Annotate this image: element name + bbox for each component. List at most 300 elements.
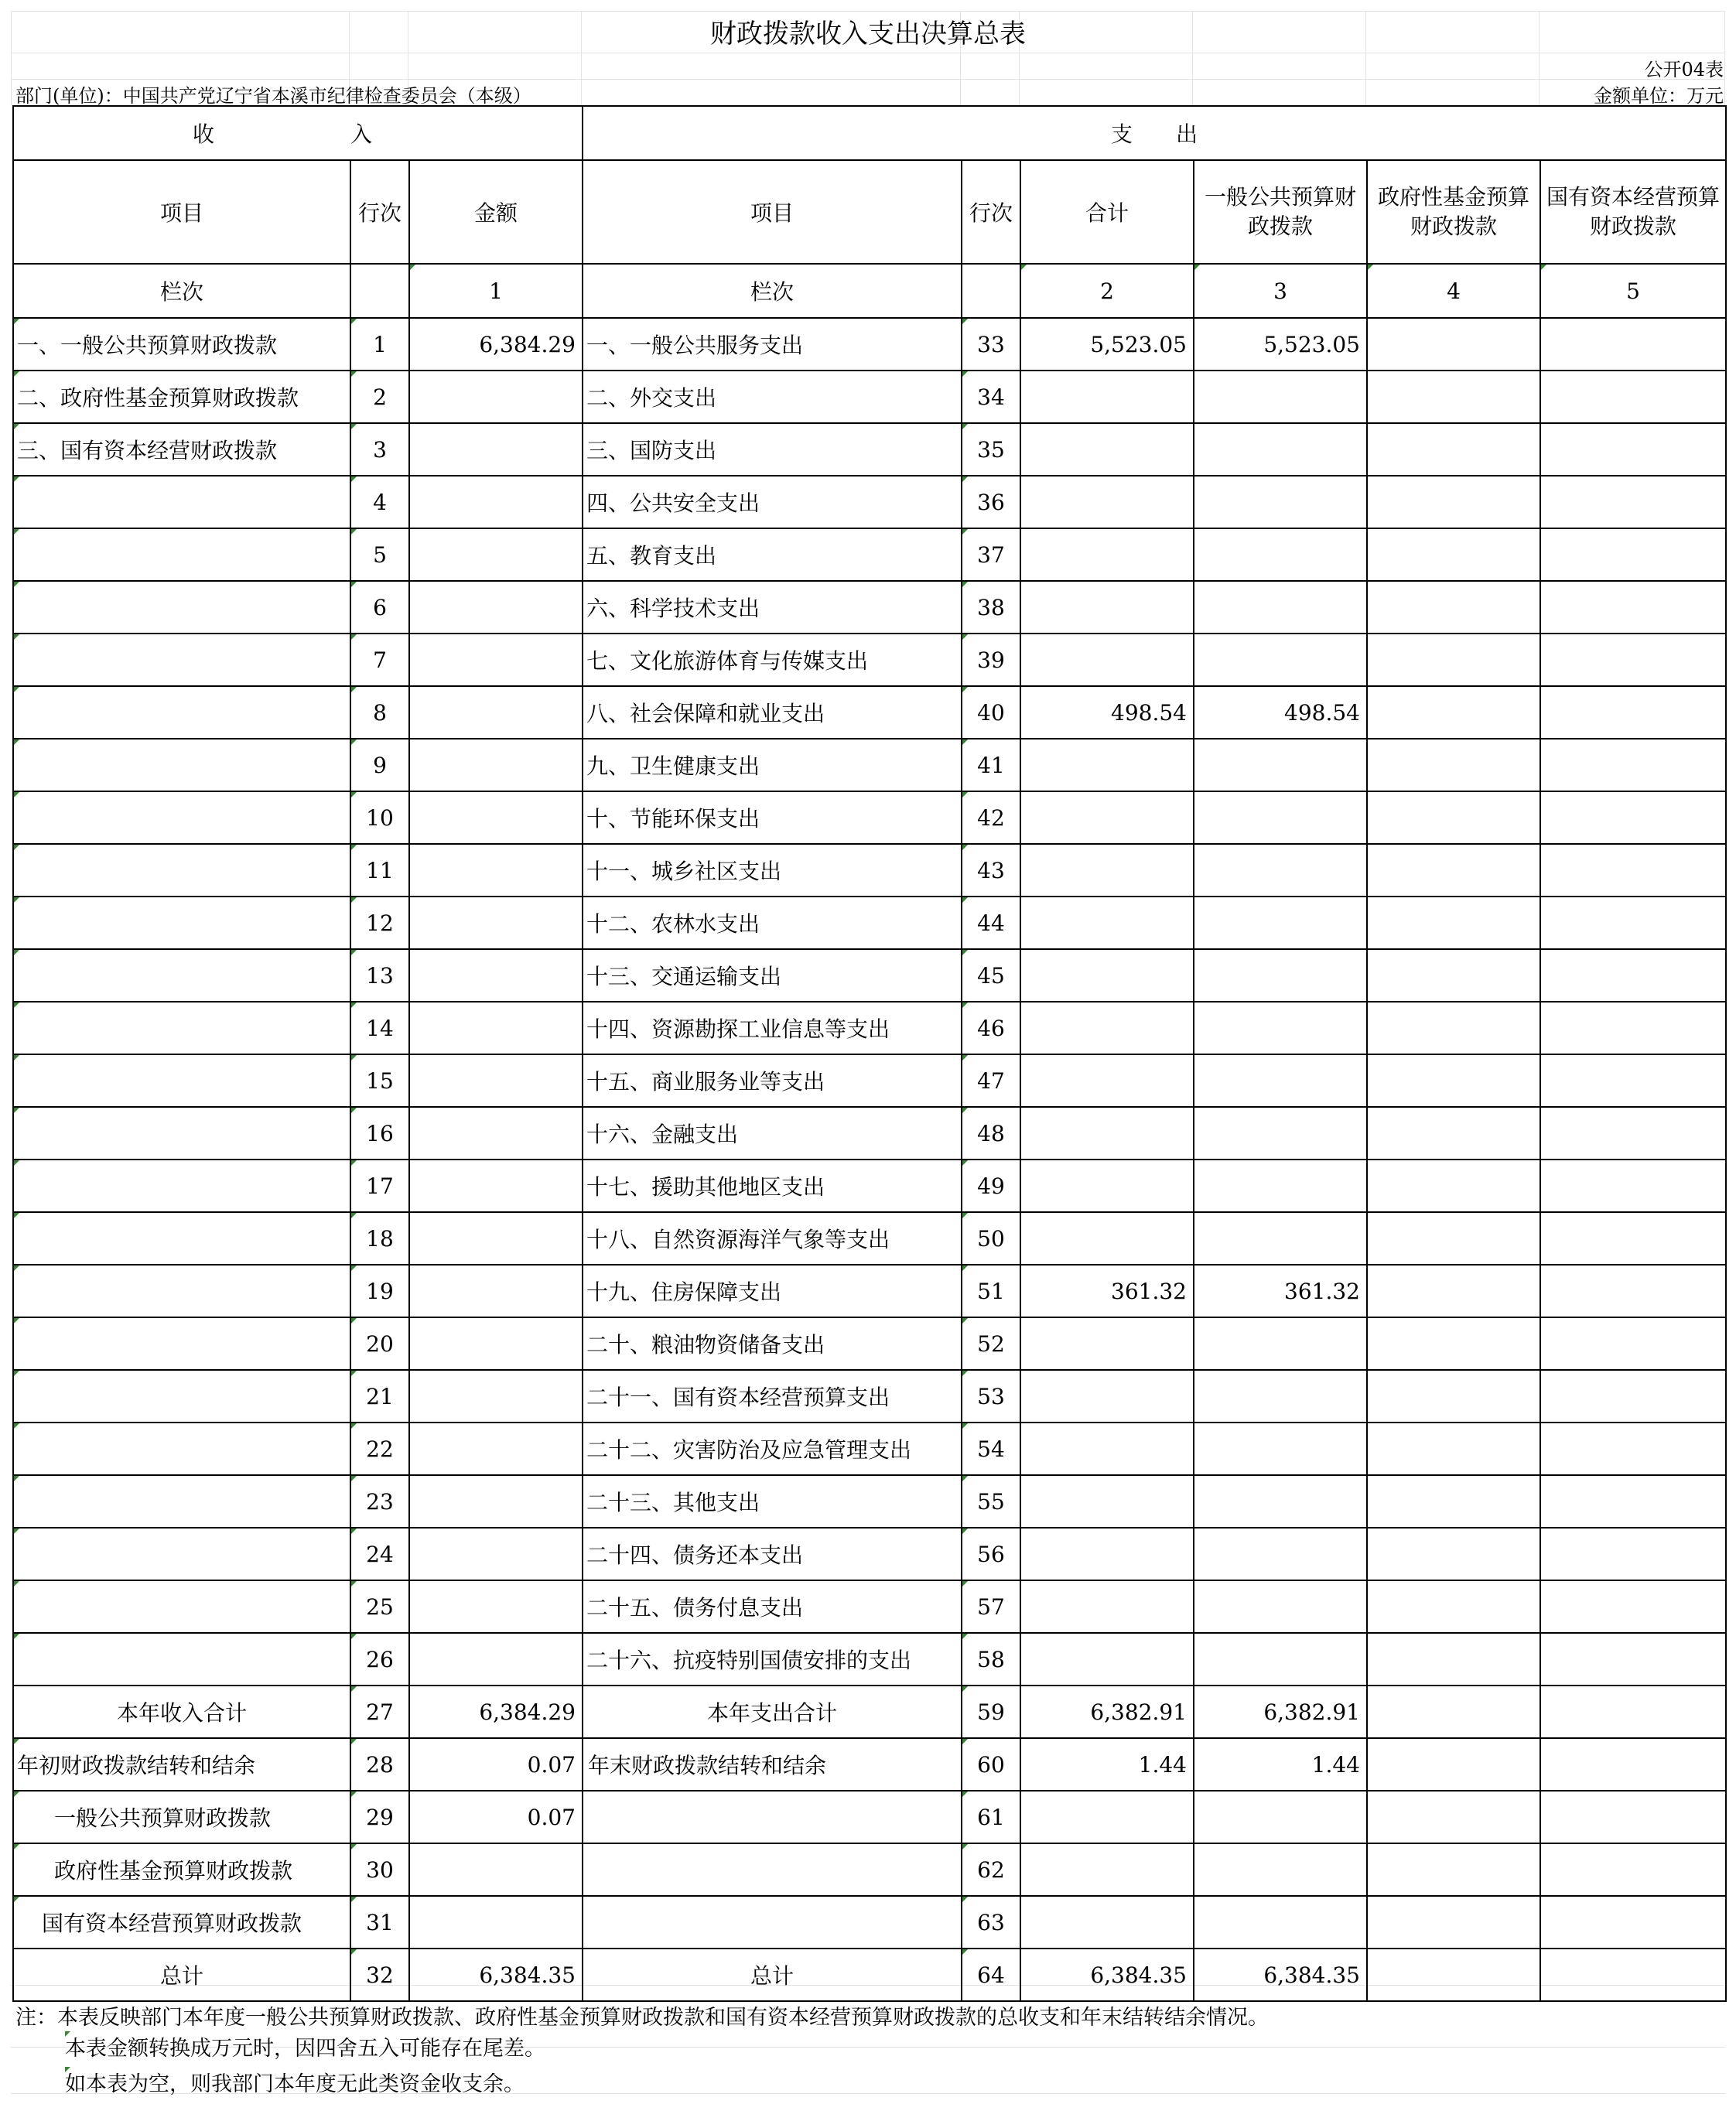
summary-label: 总计	[13, 1949, 350, 2001]
amount-cell	[1367, 1054, 1540, 1107]
amount-cell	[1367, 1107, 1540, 1160]
row-number: 21	[350, 1370, 409, 1423]
amount-cell	[1194, 1002, 1367, 1054]
row-number: 8	[350, 686, 409, 739]
amount-cell	[1540, 1580, 1726, 1633]
amount-cell	[1540, 1107, 1726, 1160]
item-cell: 十、节能环保支出	[583, 791, 962, 844]
amount-cell	[1020, 1528, 1194, 1580]
item-cell	[13, 1528, 350, 1580]
amount-cell	[1540, 1212, 1726, 1265]
row-number: 25	[350, 1580, 409, 1633]
amount-cell	[1540, 1475, 1726, 1528]
amount-cell	[1194, 1528, 1367, 1580]
item-cell	[13, 528, 350, 581]
income-header: 收 入	[13, 106, 583, 160]
item-cell: 二十二、灾害防治及应急管理支出	[583, 1423, 962, 1475]
amount-cell	[1194, 1896, 1367, 1949]
table-row	[13, 423, 1726, 476]
amount-cell	[409, 1633, 583, 1686]
item-cell: 二十一、国有资本经营预算支出	[583, 1370, 962, 1423]
row-number: 3	[350, 423, 409, 476]
summary-row-grand-total	[13, 1949, 1726, 2001]
table-row	[13, 371, 1726, 423]
amount-cell	[1540, 1896, 1726, 1949]
amount-cell: 6,384.35	[409, 1949, 583, 2001]
col-index-cell: 5	[1540, 264, 1726, 318]
amount-cell	[1367, 1160, 1540, 1212]
row-number: 26	[350, 1633, 409, 1686]
item-cell	[13, 686, 350, 739]
row-number: 30	[350, 1843, 409, 1896]
amount-cell	[1540, 1054, 1726, 1107]
amount-cell	[1020, 371, 1194, 423]
item-cell	[13, 476, 350, 528]
col-header-general: 一般公共预算财政拨款	[1194, 160, 1367, 264]
amount-cell: 1.44	[1194, 1738, 1367, 1791]
amount-cell	[409, 1054, 583, 1107]
table-row	[13, 476, 1726, 528]
amount-cell	[409, 1107, 583, 1160]
amount-cell	[409, 634, 583, 686]
row-number: 1	[350, 318, 409, 371]
amount-cell	[1194, 1212, 1367, 1265]
row-number: 63	[962, 1896, 1020, 1949]
row-number: 22	[350, 1423, 409, 1475]
amount-cell	[409, 897, 583, 949]
amount-cell	[1367, 1686, 1540, 1738]
summary-row-totals	[13, 1686, 1726, 1738]
item-cell: 二十六、抗疫特别国债安排的支出	[583, 1633, 962, 1686]
row-number: 19	[350, 1265, 409, 1317]
amount-cell	[1194, 1423, 1367, 1475]
summary-row-state	[13, 1896, 1726, 1949]
row-number: 7	[350, 634, 409, 686]
summary-label: 国有资本经营预算财政拨款	[13, 1896, 350, 1949]
amount-cell	[1540, 318, 1726, 371]
table-row	[13, 686, 1726, 739]
col-index-cell: 1	[409, 264, 583, 318]
item-cell: 十五、商业服务业等支出	[583, 1054, 962, 1107]
amount-cell	[1367, 476, 1540, 528]
table-row	[13, 1054, 1726, 1107]
item-cell: 二十三、其他支出	[583, 1475, 962, 1528]
amount-cell	[1367, 1002, 1540, 1054]
amount-cell	[1020, 1160, 1194, 1212]
table-row	[13, 1423, 1726, 1475]
row-number: 20	[350, 1317, 409, 1370]
note-line-2: 本表金额转换成万元时，因四舍五入可能存在尾差。	[65, 2031, 545, 2061]
row-number: 60	[962, 1738, 1020, 1791]
col-index-cell: 2	[1020, 264, 1194, 318]
item-cell	[13, 1580, 350, 1633]
row-number: 49	[962, 1160, 1020, 1212]
amount-cell: 498.54	[1194, 686, 1367, 739]
amount-cell	[1194, 1317, 1367, 1370]
amount-cell: 1.44	[1020, 1738, 1194, 1791]
amount-cell	[1194, 476, 1367, 528]
item-cell: 七、文化旅游体育与传媒支出	[583, 634, 962, 686]
col-index-cell	[350, 264, 409, 318]
amount-cell	[1367, 1370, 1540, 1423]
amount-cell	[1194, 1580, 1367, 1633]
amount-cell	[1020, 897, 1194, 949]
amount-cell	[1367, 1528, 1540, 1580]
amount-cell	[1540, 1317, 1726, 1370]
col-header-item: 项目	[583, 160, 962, 264]
amount-cell	[1540, 791, 1726, 844]
table-row	[13, 1317, 1726, 1370]
col-header-total: 合计	[1020, 160, 1194, 264]
amount-cell	[1367, 897, 1540, 949]
row-number: 15	[350, 1054, 409, 1107]
item-cell: 二十四、债务还本支出	[583, 1528, 962, 1580]
amount-cell	[409, 1843, 583, 1896]
row-number: 47	[962, 1054, 1020, 1107]
amount-cell	[1194, 1107, 1367, 1160]
col-header-item: 项目	[13, 160, 350, 264]
col-index-cell: 3	[1194, 264, 1367, 318]
amount-cell	[1194, 739, 1367, 791]
row-number: 14	[350, 1002, 409, 1054]
row-number: 62	[962, 1843, 1020, 1896]
item-cell	[13, 1423, 350, 1475]
amount-cell	[409, 949, 583, 1002]
amount-cell	[1194, 1160, 1367, 1212]
amount-cell	[1367, 1896, 1540, 1949]
item-cell	[13, 1054, 350, 1107]
amount-cell	[409, 581, 583, 634]
amount-cell	[1020, 1423, 1194, 1475]
item-cell: 五、教育支出	[583, 528, 962, 581]
amount-cell	[1020, 1002, 1194, 1054]
row-number: 11	[350, 844, 409, 897]
item-cell	[583, 1843, 962, 1896]
item-cell: 二十、粮油物资储备支出	[583, 1317, 962, 1370]
col-header-state: 国有资本经营预算财政拨款	[1540, 160, 1726, 264]
item-cell: 八、社会保障和就业支出	[583, 686, 962, 739]
amount-cell	[409, 1002, 583, 1054]
item-cell	[13, 1265, 350, 1317]
form-code: 公开04表	[1644, 59, 1724, 80]
amount-cell	[1540, 1843, 1726, 1896]
summary-label: 本年支出合计	[583, 1686, 962, 1738]
amount-cell	[1367, 634, 1540, 686]
amount-cell	[1540, 1528, 1726, 1580]
table-row	[13, 1160, 1726, 1212]
row-number: 55	[962, 1475, 1020, 1528]
col-index-label: 栏次	[583, 264, 962, 318]
amount-cell	[1020, 423, 1194, 476]
item-cell	[13, 581, 350, 634]
amount-unit: 金额单位：万元	[1594, 85, 1724, 107]
row-number: 48	[962, 1107, 1020, 1160]
col-index-cell: 4	[1367, 264, 1540, 318]
amount-cell	[409, 1580, 583, 1633]
amount-cell	[1020, 1107, 1194, 1160]
item-cell: 十一、城乡社区支出	[583, 844, 962, 897]
amount-cell	[409, 1160, 583, 1212]
amount-cell	[1367, 1633, 1540, 1686]
item-cell	[13, 1212, 350, 1265]
summary-label: 总计	[583, 1949, 962, 2001]
amount-cell	[1540, 423, 1726, 476]
amount-cell	[1020, 1843, 1194, 1896]
amount-cell	[1194, 423, 1367, 476]
summary-label: 年初财政拨款结转和结余	[13, 1738, 350, 1791]
table-row	[13, 1212, 1726, 1265]
table-row	[13, 1633, 1726, 1686]
item-cell	[583, 1896, 962, 1949]
amount-cell	[409, 528, 583, 581]
amount-cell	[1540, 371, 1726, 423]
amount-cell	[1540, 1633, 1726, 1686]
amount-cell: 0.07	[409, 1738, 583, 1791]
item-cell	[13, 1107, 350, 1160]
amount-cell	[1020, 844, 1194, 897]
amount-cell	[1020, 476, 1194, 528]
row-number: 33	[962, 318, 1020, 371]
amount-cell	[1020, 1212, 1194, 1265]
amount-cell	[1367, 528, 1540, 581]
amount-cell	[1367, 1949, 1540, 2001]
amount-cell	[1020, 1896, 1194, 1949]
amount-cell: 5,523.05	[1194, 318, 1367, 371]
amount-cell	[1540, 739, 1726, 791]
col-index-label: 栏次	[13, 264, 350, 318]
amount-cell	[1540, 897, 1726, 949]
amount-cell	[1367, 1212, 1540, 1265]
row-number: 29	[350, 1791, 409, 1843]
col-header-row-no: 行次	[350, 160, 409, 264]
amount-cell: 6,384.29	[409, 318, 583, 371]
summary-row-carryover	[13, 1738, 1726, 1791]
col-index-cell	[962, 264, 1020, 318]
amount-cell	[1540, 844, 1726, 897]
row-number: 44	[962, 897, 1020, 949]
amount-cell: 6,384.29	[409, 1686, 583, 1738]
column-index-row	[13, 264, 1726, 318]
amount-cell	[1020, 528, 1194, 581]
amount-cell	[1540, 1423, 1726, 1475]
amount-cell	[1020, 634, 1194, 686]
row-number: 39	[962, 634, 1020, 686]
amount-cell	[1194, 897, 1367, 949]
amount-cell	[1367, 318, 1540, 371]
amount-cell	[1194, 634, 1367, 686]
row-number: 28	[350, 1738, 409, 1791]
row-number: 10	[350, 791, 409, 844]
item-cell	[13, 1160, 350, 1212]
amount-cell	[409, 1212, 583, 1265]
row-number: 52	[962, 1317, 1020, 1370]
amount-cell: 498.54	[1020, 686, 1194, 739]
amount-cell	[1367, 739, 1540, 791]
summary-label: 年末财政拨款结转和结余	[583, 1738, 962, 1791]
amount-cell	[1367, 371, 1540, 423]
amount-cell	[1367, 1265, 1540, 1317]
amount-cell: 6,382.91	[1020, 1686, 1194, 1738]
amount-cell	[409, 791, 583, 844]
table-row	[13, 1002, 1726, 1054]
table-row	[13, 897, 1726, 949]
page-title: 财政拨款收入支出决算总表	[710, 19, 1026, 50]
amount-cell	[1540, 1791, 1726, 1843]
amount-cell	[409, 1528, 583, 1580]
row-number: 58	[962, 1633, 1020, 1686]
row-number: 23	[350, 1475, 409, 1528]
table-row	[13, 634, 1726, 686]
amount-cell	[409, 1896, 583, 1949]
row-number: 37	[962, 528, 1020, 581]
gridline	[11, 79, 1725, 80]
row-number: 16	[350, 1107, 409, 1160]
item-cell: 十二、农林水支出	[583, 897, 962, 949]
row-number: 34	[962, 371, 1020, 423]
amount-cell	[1020, 1633, 1194, 1686]
amount-cell	[1540, 1160, 1726, 1212]
amount-cell	[1367, 581, 1540, 634]
amount-cell	[409, 1265, 583, 1317]
item-cell	[13, 739, 350, 791]
row-number: 6	[350, 581, 409, 634]
amount-cell: 6,384.35	[1194, 1949, 1367, 2001]
row-number: 40	[962, 686, 1020, 739]
item-cell	[13, 634, 350, 686]
amount-cell	[1540, 1686, 1726, 1738]
amount-cell	[1540, 686, 1726, 739]
row-number: 13	[350, 949, 409, 1002]
row-number: 31	[350, 1896, 409, 1949]
item-cell: 十八、自然资源海洋气象等支出	[583, 1212, 962, 1265]
row-number: 56	[962, 1528, 1020, 1580]
summary-row-fund	[13, 1843, 1726, 1896]
amount-cell	[1194, 1843, 1367, 1896]
amount-cell	[1020, 1791, 1194, 1843]
amount-cell	[1194, 371, 1367, 423]
row-number: 54	[962, 1423, 1020, 1475]
row-number: 41	[962, 739, 1020, 791]
row-number: 61	[962, 1791, 1020, 1843]
section-header-row	[13, 106, 1726, 160]
amount-cell	[1540, 528, 1726, 581]
row-number: 2	[350, 371, 409, 423]
amount-cell	[1020, 1475, 1194, 1528]
summary-label: 本年收入合计	[13, 1686, 350, 1738]
item-cell: 一、一般公共预算财政拨款	[13, 318, 350, 371]
amount-cell	[1020, 949, 1194, 1002]
amount-cell	[1367, 1843, 1540, 1896]
row-number: 32	[350, 1949, 409, 2001]
table-row	[13, 1580, 1726, 1633]
row-number: 35	[962, 423, 1020, 476]
table-row	[13, 844, 1726, 897]
amount-cell	[1194, 1054, 1367, 1107]
amount-cell	[1020, 581, 1194, 634]
note-line-3: 如本表为空，则我部门本年度无此类资金收支余。	[65, 2067, 525, 2097]
col-header-row-no: 行次	[962, 160, 1020, 264]
amount-cell: 5,523.05	[1020, 318, 1194, 371]
row-number: 9	[350, 739, 409, 791]
item-cell: 二十五、债务付息支出	[583, 1580, 962, 1633]
table-row	[13, 581, 1726, 634]
amount-cell	[1020, 791, 1194, 844]
amount-cell: 361.32	[1020, 1265, 1194, 1317]
amount-cell	[1367, 1475, 1540, 1528]
amount-cell	[409, 844, 583, 897]
amount-cell	[1540, 581, 1726, 634]
amount-cell	[1194, 581, 1367, 634]
col-header-fund: 政府性基金预算财政拨款	[1367, 160, 1540, 264]
amount-cell	[409, 476, 583, 528]
row-number: 36	[962, 476, 1020, 528]
table-row	[13, 1370, 1726, 1423]
summary-label: 政府性基金预算财政拨款	[13, 1843, 350, 1896]
item-cell	[13, 844, 350, 897]
amount-cell	[1194, 791, 1367, 844]
item-cell	[13, 897, 350, 949]
amount-cell	[1367, 423, 1540, 476]
item-cell: 一、一般公共服务支出	[583, 318, 962, 371]
row-number: 46	[962, 1002, 1020, 1054]
amount-cell	[1367, 1317, 1540, 1370]
amount-cell	[1540, 949, 1726, 1002]
row-number: 51	[962, 1265, 1020, 1317]
amount-cell	[1540, 1002, 1726, 1054]
item-cell: 十三、交通运输支出	[583, 949, 962, 1002]
amount-cell	[1540, 634, 1726, 686]
amount-cell	[1194, 528, 1367, 581]
column-header-row	[13, 160, 1726, 264]
row-number: 57	[962, 1580, 1020, 1633]
amount-cell	[1194, 1791, 1367, 1843]
row-number: 43	[962, 844, 1020, 897]
item-cell: 十七、援助其他地区支出	[583, 1160, 962, 1212]
row-number: 5	[350, 528, 409, 581]
row-number: 42	[962, 791, 1020, 844]
amount-cell	[409, 1370, 583, 1423]
item-cell	[13, 1370, 350, 1423]
table-row	[13, 1107, 1726, 1160]
item-cell: 九、卫生健康支出	[583, 739, 962, 791]
table-row	[13, 1265, 1726, 1317]
note-line-1: 注：本表反映部门本年度一般公共预算财政拨款、政府性基金预算财政拨款和国有资本经营预算财政拨款的总收支和年末结转结余情况。	[15, 2006, 1269, 2030]
amount-cell	[1540, 1370, 1726, 1423]
item-cell: 三、国有资本经营财政拨款	[13, 423, 350, 476]
amount-cell	[1194, 949, 1367, 1002]
item-cell	[13, 1002, 350, 1054]
amount-cell	[1194, 1475, 1367, 1528]
item-cell: 四、公共安全支出	[583, 476, 962, 528]
item-cell	[13, 949, 350, 1002]
table-row	[13, 318, 1726, 371]
amount-cell: 0.07	[409, 1791, 583, 1843]
item-cell	[13, 1633, 350, 1686]
table-row	[13, 528, 1726, 581]
row-number: 18	[350, 1212, 409, 1265]
amount-cell	[1367, 1580, 1540, 1633]
amount-cell: 6,384.35	[1020, 1949, 1194, 2001]
amount-cell	[409, 1317, 583, 1370]
amount-cell	[1367, 1738, 1540, 1791]
amount-cell	[409, 1423, 583, 1475]
item-cell: 十九、住房保障支出	[583, 1265, 962, 1317]
row-number: 17	[350, 1160, 409, 1212]
row-number: 24	[350, 1528, 409, 1580]
amount-cell	[1194, 844, 1367, 897]
amount-cell	[1194, 1633, 1367, 1686]
expense-header: 支 出	[583, 106, 1726, 160]
